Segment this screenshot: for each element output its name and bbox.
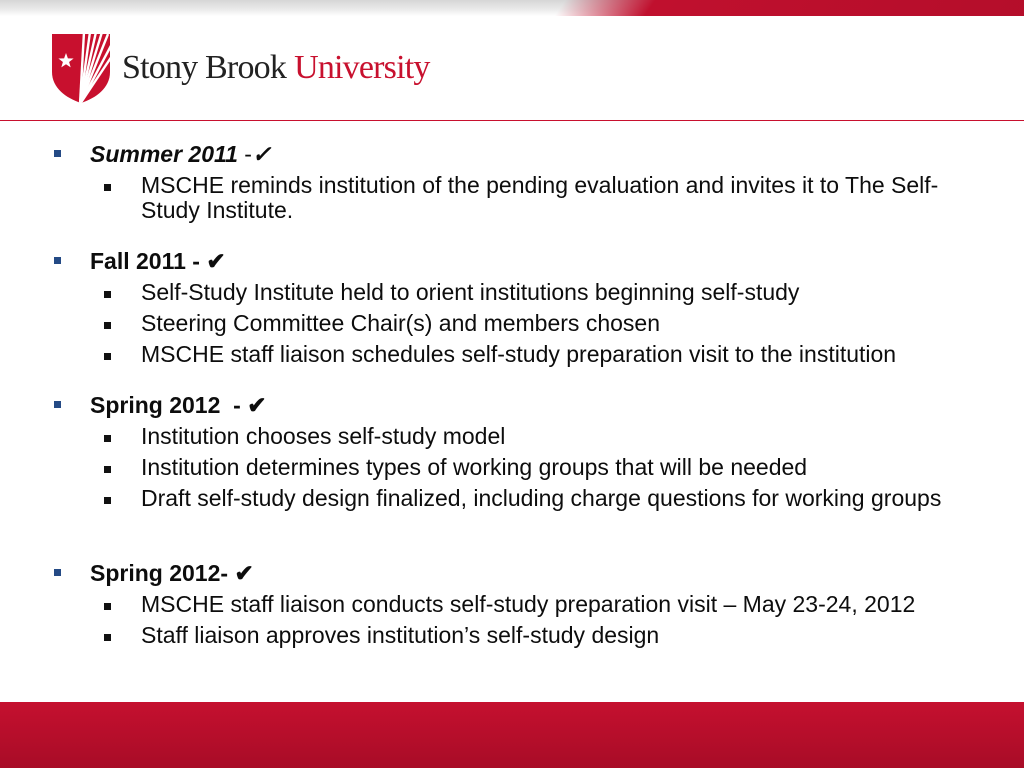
- checkmark-icon: ✔: [234, 560, 254, 586]
- list-item: [0, 277, 1024, 308]
- checkmark-icon: ✓: [251, 141, 272, 167]
- list-item: [0, 589, 1024, 620]
- list-item-text: Steering Committee Chair(s) and members chosen: [141, 310, 660, 336]
- list-item-text: Self-Study Institute held to orient institutions beginning self-study: [141, 279, 800, 305]
- square-bullet-icon: [54, 257, 61, 264]
- list-item-text: Staff liaison approves institution’s self-study design: [141, 622, 660, 648]
- section-title: [0, 389, 1024, 421]
- list-item-text: Institution determines types of working groups that will be needed: [141, 454, 808, 480]
- square-bullet-icon: [104, 603, 111, 610]
- section-title-suffix: -: [237, 141, 252, 167]
- section-title: [0, 557, 1024, 589]
- square-bullet-icon: [54, 150, 61, 157]
- square-bullet-icon: [104, 353, 111, 360]
- university-wordmark: [122, 46, 430, 90]
- top-red-stripe: [554, 0, 1024, 16]
- section-spring-2012-a: [0, 389, 1024, 514]
- checkmark-icon: ✔: [247, 392, 267, 418]
- list-item-text: MSCHE staff liaison conducts self-study preparation visit – May 23-24, 2012: [141, 591, 916, 617]
- list-item: [0, 421, 1024, 452]
- square-bullet-icon: [54, 401, 61, 408]
- square-bullet-icon: [54, 569, 61, 576]
- square-bullet-icon: [104, 435, 111, 442]
- university-shield-logo: [50, 32, 112, 104]
- section-title: [0, 138, 1024, 170]
- section-title-text: Fall 2011 -: [90, 248, 207, 274]
- square-bullet-icon: [104, 184, 111, 191]
- timeline-content: [0, 130, 1024, 700]
- list-item-text: MSCHE reminds institution of the pending evaluation and invites it to The Self-Study Institute.: [141, 172, 939, 223]
- section-spring-2012-b: [0, 557, 1024, 651]
- list-item: [0, 170, 1024, 226]
- square-bullet-icon: [104, 291, 111, 298]
- sub-list: [0, 170, 1024, 226]
- list-item-text: MSCHE staff liaison schedules self-study preparation visit to the institution: [141, 341, 897, 367]
- list-item: [0, 620, 1024, 651]
- list-item: [0, 339, 1024, 370]
- square-bullet-icon: [104, 497, 111, 504]
- brand-name-university: University: [294, 49, 430, 86]
- list-item: [0, 452, 1024, 483]
- footer-bar: [0, 702, 1024, 768]
- sub-list: [0, 421, 1024, 514]
- section-title-text: Summer 2011: [90, 141, 238, 167]
- sub-list: [0, 277, 1024, 370]
- list-item: [0, 483, 1024, 514]
- slide-header: [0, 16, 1024, 120]
- section-title-text: Spring 2012 -: [90, 392, 248, 418]
- brand-name-stony-brook: Stony Brook: [122, 49, 287, 86]
- top-decorative-band: [0, 0, 1024, 16]
- square-bullet-icon: [104, 322, 111, 329]
- list-item-text: Draft self-study design finalized, including charge questions for working groups: [141, 485, 942, 511]
- section-title-text: Spring 2012-: [90, 560, 235, 586]
- section-title: [0, 245, 1024, 277]
- header-divider: [0, 120, 1024, 121]
- section-summer-2011: [0, 138, 1024, 226]
- square-bullet-icon: [104, 466, 111, 473]
- list-item: [0, 308, 1024, 339]
- square-bullet-icon: [104, 634, 111, 641]
- checkmark-icon: ✔: [206, 248, 226, 274]
- list-item-text: Institution chooses self-study model: [141, 423, 506, 449]
- sub-list: [0, 589, 1024, 651]
- section-fall-2011: [0, 245, 1024, 370]
